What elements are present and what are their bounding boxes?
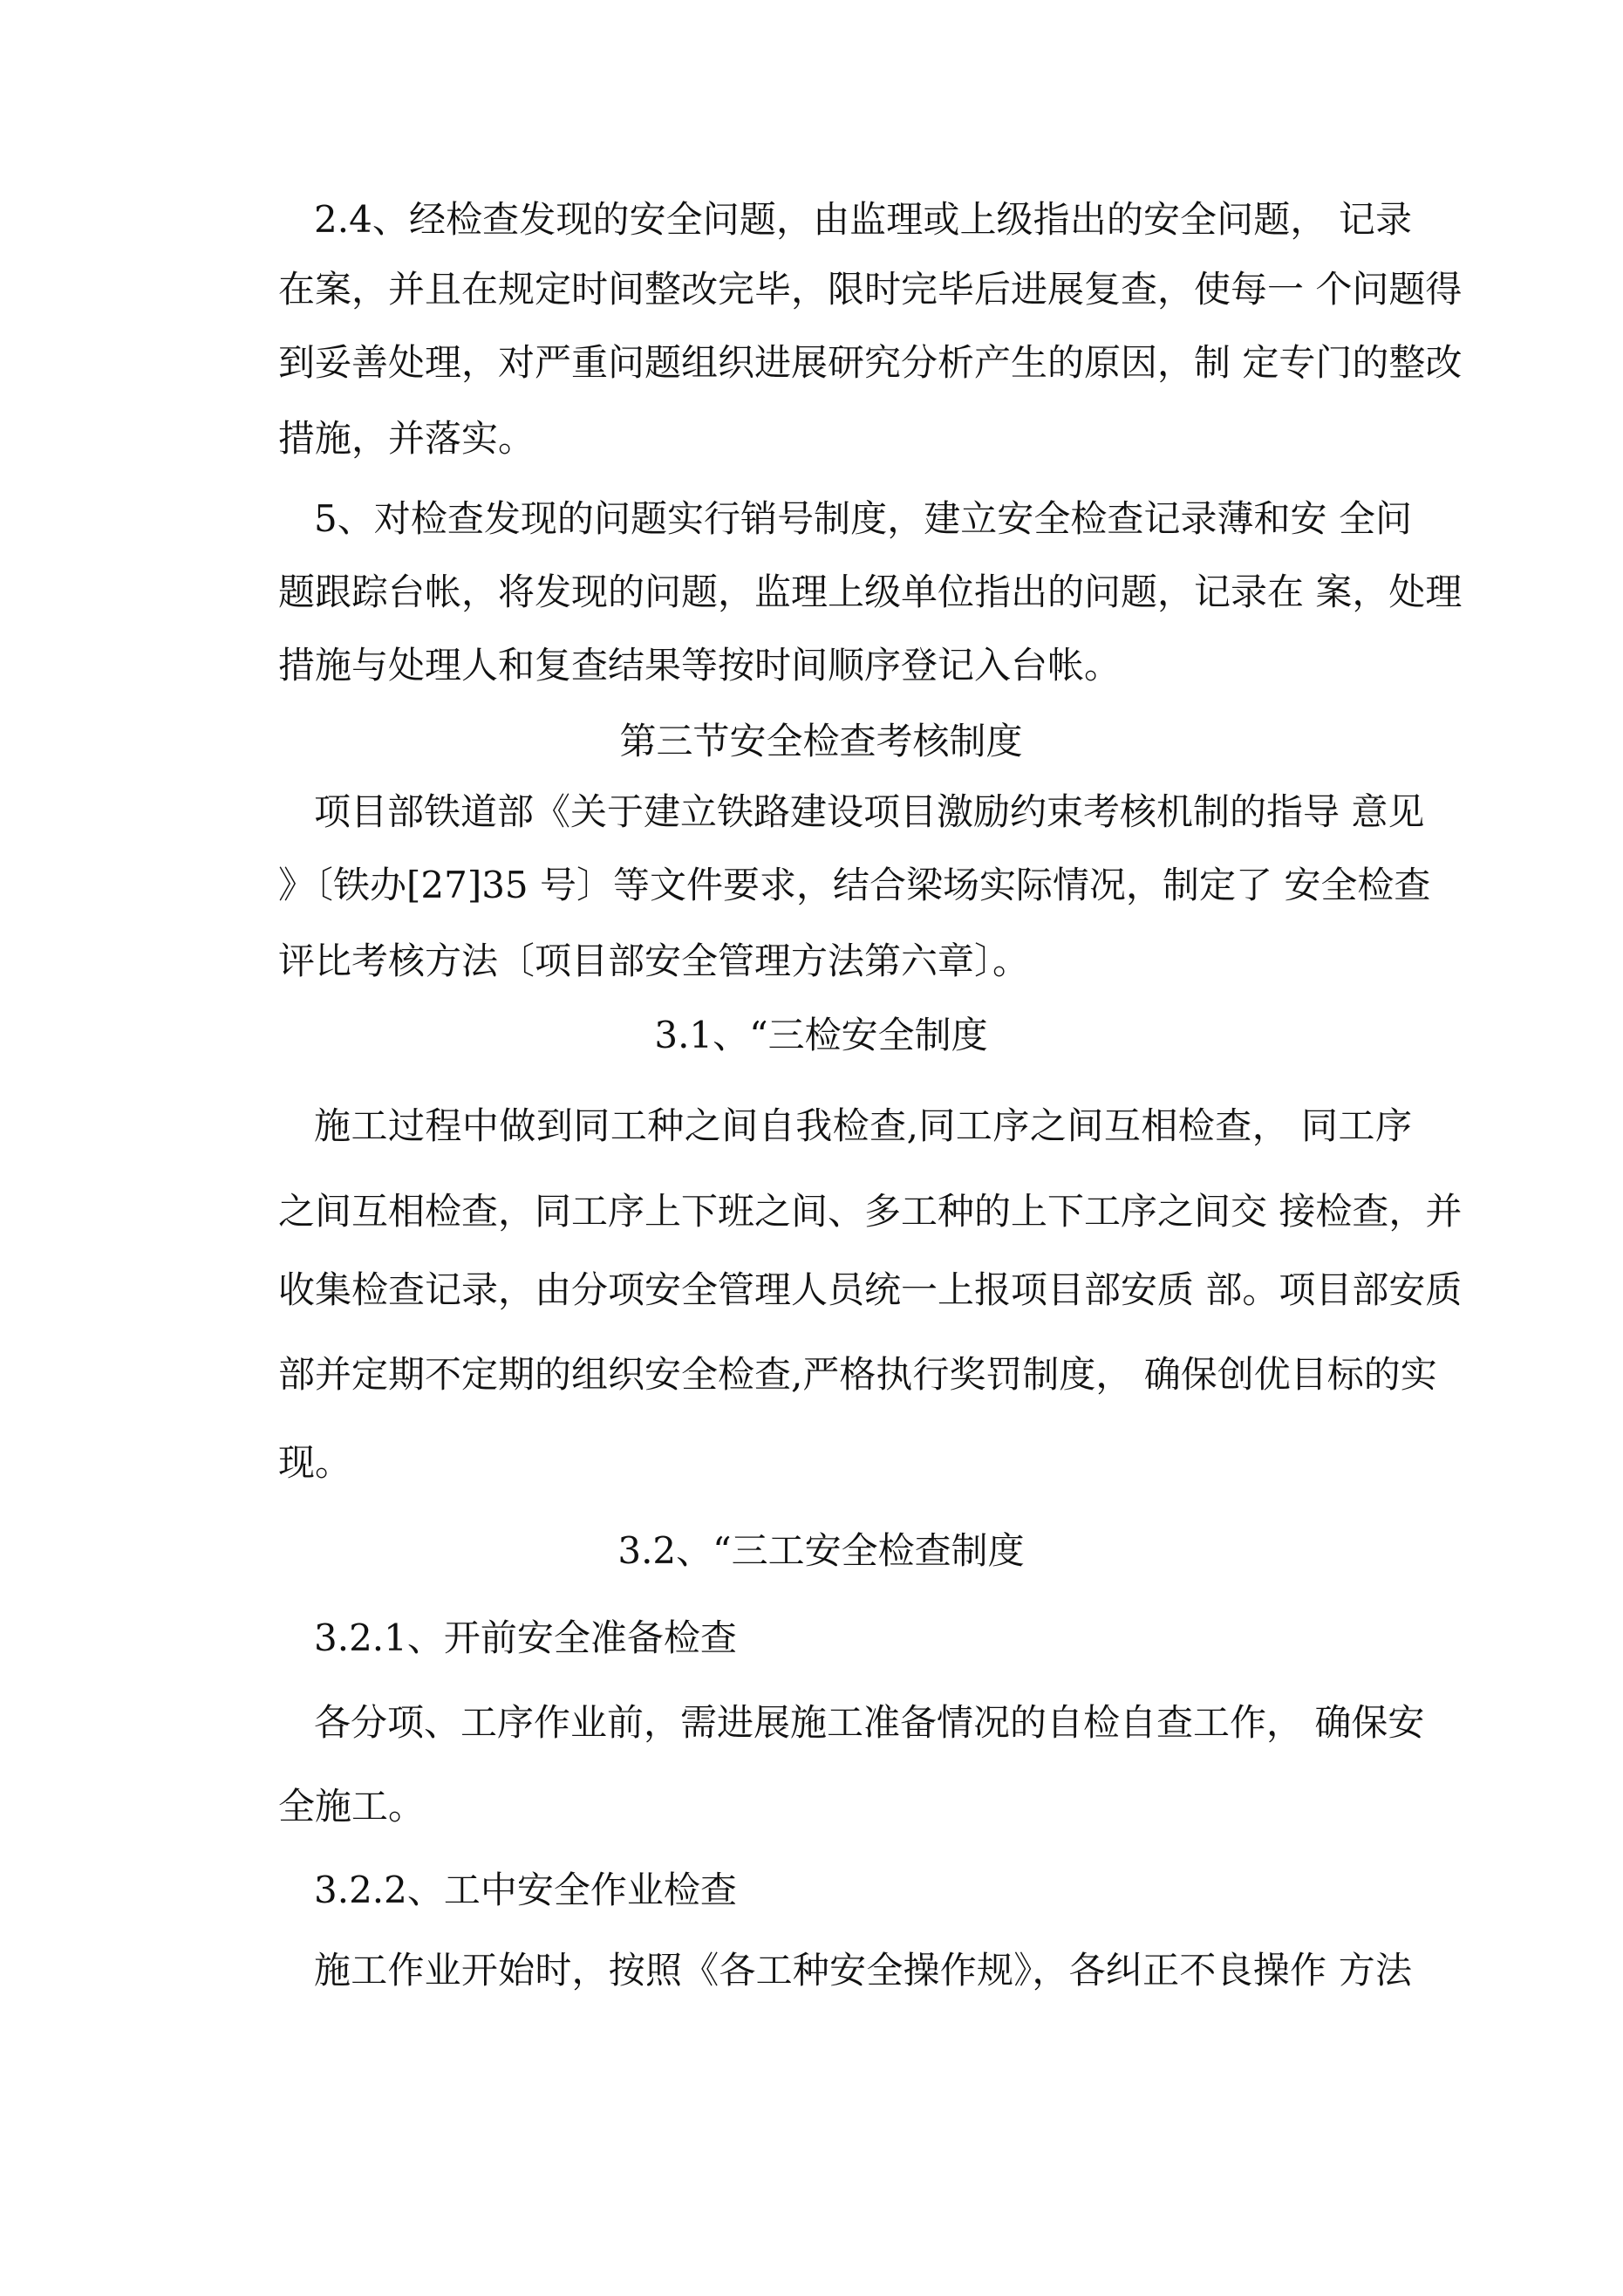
text-line: 措施，并落实。 (278, 417, 535, 460)
text-line: 5、对检查发现的问题实行销号制度，建立安全检查记录薄和安 全问 (314, 497, 1412, 540)
text-line: 之间互相检查，同工序上下班之间、多工种的上下工序之间交 接检查，并 (278, 1190, 1463, 1233)
text-line: 部并定期不定期的组织安全检查,严格执行奖罚制度， 确保创优目标的实 (278, 1353, 1437, 1396)
section-heading: 3.1、“三检安全制度 (654, 1014, 988, 1056)
text-line: 现。 (278, 1441, 352, 1484)
text-line: 3.2.2、工中安全作业检查 (314, 1869, 737, 1911)
text-line: 各分项、工序作业前，需进展施工准备情况的自检自查工作， 确保安 (314, 1701, 1425, 1744)
text-line: 收集检查记录，由分项安全管理人员统一上报项目部安质 部。项目部安质 (278, 1268, 1463, 1311)
text-line: 项目部铁道部《关于建立铁路建设项目激励约束考核机制的指导 意见 (314, 790, 1425, 833)
text-line: 3.2.1、开前安全准备检查 (314, 1616, 737, 1659)
text-line: 到妥善处理，对严重问题组织进展研究分析产生的原因，制 定专门的整改 (278, 341, 1463, 384)
text-line: 题跟踪台帐，将发现的问题，监理上级单位指出的问题，记录在 案，处理 (278, 571, 1463, 613)
section-heading: 第三节安全检查考核制度 (619, 720, 1023, 762)
section-heading: 3.2、“三工安全检查制度 (617, 1529, 1025, 1572)
text-line: 措施与处理人和复查结果等按时间顺序登记入台帐。 (278, 644, 1122, 687)
text-line: 在案，并且在规定时间整改完毕，限时完毕后进展复查，使每一 个问题得 (278, 268, 1463, 311)
text-line: 》〔铁办[27]35 号〕等文件要求，结合梁场实际情况，制定了 安全检查 (278, 864, 1431, 906)
text-line: 施工过程中做到同工种之间自我检查,同工序之间互相检查， 同工序 (314, 1104, 1412, 1147)
text-line: 2.4、经检查发现的安全问题，由监理或上级指出的安全问题， 记录 (314, 198, 1412, 241)
text-line: 全施工。 (278, 1785, 426, 1828)
text-line: 评比考核方法〔项目部安全管理方法第六章〕。 (278, 940, 1030, 982)
text-line: 施工作业开始时，按照《各工种安全操作规》，各纠正不良操作 方法 (314, 1949, 1412, 1992)
